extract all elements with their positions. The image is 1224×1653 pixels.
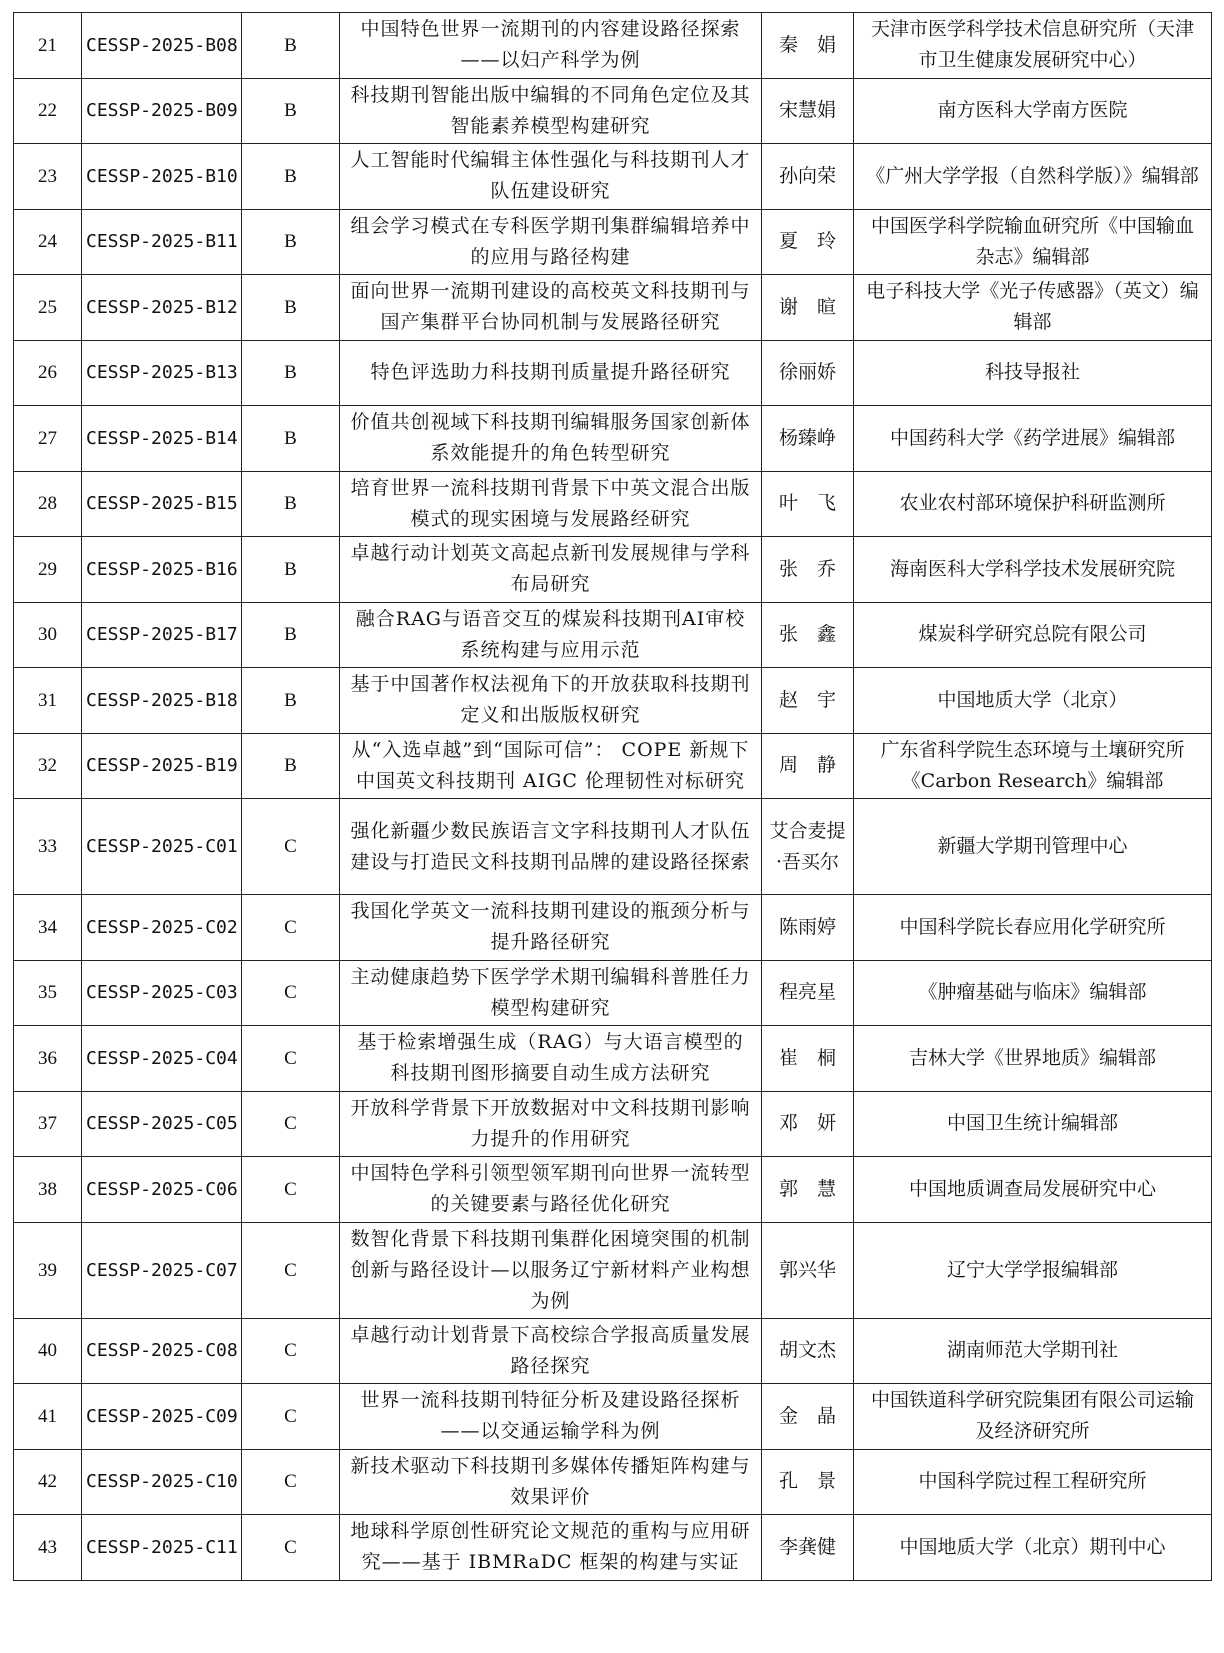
grade-cell: C bbox=[242, 799, 340, 895]
grade-cell: C bbox=[242, 1026, 340, 1092]
affiliation-cell: 煤炭科学研究总院有限公司 bbox=[854, 602, 1212, 668]
project-title-cell: 卓越行动计划背景下高校综合学报高质量发展路径探究 bbox=[340, 1318, 762, 1384]
grade-cell: C bbox=[242, 960, 340, 1026]
table-row bbox=[14, 1515, 1212, 1581]
grade-cell: C bbox=[242, 1384, 340, 1450]
table-row bbox=[14, 733, 1212, 799]
table-row bbox=[14, 1222, 1212, 1318]
project-code-cell: CESSP-2025-B09 bbox=[82, 78, 242, 144]
person-in-charge-cell: 郭兴华 bbox=[762, 1222, 854, 1318]
project-code-cell: CESSP-2025-B15 bbox=[82, 471, 242, 537]
table-row bbox=[14, 13, 1212, 79]
project-code-cell: CESSP-2025-C11 bbox=[82, 1515, 242, 1581]
table-row bbox=[14, 471, 1212, 537]
person-in-charge-cell: 张 乔 bbox=[762, 537, 854, 603]
person-in-charge-cell: 杨臻峥 bbox=[762, 406, 854, 472]
project-code-cell: CESSP-2025-C08 bbox=[82, 1318, 242, 1384]
grade-cell: C bbox=[242, 1318, 340, 1384]
grade-cell: B bbox=[242, 668, 340, 734]
row-number-cell: 31 bbox=[14, 668, 82, 734]
project-code-cell: CESSP-2025-B11 bbox=[82, 209, 242, 275]
project-code-cell: CESSP-2025-B17 bbox=[82, 602, 242, 668]
table-row bbox=[14, 144, 1212, 210]
affiliation-cell: 中国铁道科学研究院集团有限公司运输及经济研究所 bbox=[854, 1384, 1212, 1450]
grade-cell: B bbox=[242, 537, 340, 603]
person-in-charge-cell: 谢 暄 bbox=[762, 275, 854, 341]
project-title-cell: 中国特色学科引领型领军期刊向世界一流转型的关键要素与路径优化研究 bbox=[340, 1157, 762, 1223]
table-row bbox=[14, 1026, 1212, 1092]
row-number-cell: 36 bbox=[14, 1026, 82, 1092]
row-number-cell: 39 bbox=[14, 1222, 82, 1318]
person-in-charge-cell: 程亮星 bbox=[762, 960, 854, 1026]
row-number-cell: 23 bbox=[14, 144, 82, 210]
affiliation-cell: 天津市医学科学技术信息研究所（天津市卫生健康发展研究中心） bbox=[854, 13, 1212, 79]
project-code-cell: CESSP-2025-C04 bbox=[82, 1026, 242, 1092]
affiliation-cell: 中国科学院长春应用化学研究所 bbox=[854, 895, 1212, 961]
affiliation-cell: 电子科技大学《光子传感器》（英文）编辑部 bbox=[854, 275, 1212, 341]
affiliation-cell: 《广州大学学报（自然科学版）》编辑部 bbox=[854, 144, 1212, 210]
person-in-charge-cell: 郭 慧 bbox=[762, 1157, 854, 1223]
project-code-cell: CESSP-2025-C05 bbox=[82, 1091, 242, 1157]
row-number-cell: 40 bbox=[14, 1318, 82, 1384]
project-title-cell: 融合RAG与语音交互的煤炭科技期刊AI审校系统构建与应用示范 bbox=[340, 602, 762, 668]
person-in-charge-cell: 金 晶 bbox=[762, 1384, 854, 1450]
project-code-cell: CESSP-2025-B10 bbox=[82, 144, 242, 210]
project-title-cell: 地球科学原创性研究论文规范的重构与应用研究——基于 IBMRaDC 框架的构建与实证 bbox=[340, 1515, 762, 1581]
table-row bbox=[14, 78, 1212, 144]
row-number-cell: 30 bbox=[14, 602, 82, 668]
project-code-cell: CESSP-2025-B08 bbox=[82, 13, 242, 79]
person-in-charge-cell: 夏 玲 bbox=[762, 209, 854, 275]
table-row bbox=[14, 1449, 1212, 1515]
affiliation-cell: 湖南师范大学期刊社 bbox=[854, 1318, 1212, 1384]
grade-cell: B bbox=[242, 78, 340, 144]
project-title-cell: 我国化学英文一流科技期刊建设的瓶颈分析与提升路径研究 bbox=[340, 895, 762, 961]
project-title-cell: 特色评选助力科技期刊质量提升路径研究 bbox=[340, 340, 762, 406]
grade-cell: B bbox=[242, 733, 340, 799]
affiliation-cell: 科技导报社 bbox=[854, 340, 1212, 406]
project-code-cell: CESSP-2025-C03 bbox=[82, 960, 242, 1026]
project-title-cell: 主动健康趋势下医学学术期刊编辑科普胜任力模型构建研究 bbox=[340, 960, 762, 1026]
affiliation-cell: 中国地质调查局发展研究中心 bbox=[854, 1157, 1212, 1223]
project-code-cell: CESSP-2025-C07 bbox=[82, 1222, 242, 1318]
project-title-cell: 面向世界一流期刊建设的高校英文科技期刊与国产集群平台协同机制与发展路径研究 bbox=[340, 275, 762, 341]
affiliation-cell: 《肿瘤基础与临床》编辑部 bbox=[854, 960, 1212, 1026]
project-code-cell: CESSP-2025-C06 bbox=[82, 1157, 242, 1223]
project-code-cell: CESSP-2025-C10 bbox=[82, 1449, 242, 1515]
project-title-cell: 数智化背景下科技期刊集群化困境突围的机制创新与路径设计—以服务辽宁新材料产业构想为例 bbox=[340, 1222, 762, 1318]
table-row bbox=[14, 668, 1212, 734]
row-number-cell: 43 bbox=[14, 1515, 82, 1581]
person-in-charge-cell: 孔 景 bbox=[762, 1449, 854, 1515]
row-number-cell: 29 bbox=[14, 537, 82, 603]
project-title-cell: 开放科学背景下开放数据对中文科技期刊影响力提升的作用研究 bbox=[340, 1091, 762, 1157]
affiliation-cell: 农业农村部环境保护科研监测所 bbox=[854, 471, 1212, 537]
grade-cell: B bbox=[242, 144, 340, 210]
person-in-charge-cell: 艾合麦提·吾买尔 bbox=[762, 799, 854, 895]
row-number-cell: 26 bbox=[14, 340, 82, 406]
project-table-body bbox=[14, 13, 1212, 1581]
grade-cell: B bbox=[242, 406, 340, 472]
affiliation-cell: 中国医学科学院输血研究所《中国输血杂志》编辑部 bbox=[854, 209, 1212, 275]
row-number-cell: 27 bbox=[14, 406, 82, 472]
grade-cell: B bbox=[242, 340, 340, 406]
project-code-cell: CESSP-2025-B18 bbox=[82, 668, 242, 734]
row-number-cell: 33 bbox=[14, 799, 82, 895]
table-row bbox=[14, 275, 1212, 341]
table-row bbox=[14, 340, 1212, 406]
table-row bbox=[14, 1091, 1212, 1157]
grade-cell: B bbox=[242, 471, 340, 537]
person-in-charge-cell: 宋慧娟 bbox=[762, 78, 854, 144]
grade-cell: C bbox=[242, 1222, 340, 1318]
person-in-charge-cell: 胡文杰 bbox=[762, 1318, 854, 1384]
affiliation-cell: 海南医科大学科学技术发展研究院 bbox=[854, 537, 1212, 603]
project-title-cell: 中国特色世界一流期刊的内容建设路径探索——以妇产科学为例 bbox=[340, 13, 762, 79]
row-number-cell: 32 bbox=[14, 733, 82, 799]
row-number-cell: 34 bbox=[14, 895, 82, 961]
person-in-charge-cell: 周 静 bbox=[762, 733, 854, 799]
affiliation-cell: 广东省科学院生态环境与土壤研究所《Carbon Research》编辑部 bbox=[854, 733, 1212, 799]
project-title-cell: 新技术驱动下科技期刊多媒体传播矩阵构建与效果评价 bbox=[340, 1449, 762, 1515]
affiliation-cell: 中国药科大学《药学进展》编辑部 bbox=[854, 406, 1212, 472]
affiliation-cell: 新疆大学期刊管理中心 bbox=[854, 799, 1212, 895]
row-number-cell: 24 bbox=[14, 209, 82, 275]
person-in-charge-cell: 秦 娟 bbox=[762, 13, 854, 79]
row-number-cell: 37 bbox=[14, 1091, 82, 1157]
grade-cell: C bbox=[242, 1091, 340, 1157]
person-in-charge-cell: 叶 飞 bbox=[762, 471, 854, 537]
table-row bbox=[14, 895, 1212, 961]
affiliation-cell: 辽宁大学学报编辑部 bbox=[854, 1222, 1212, 1318]
row-number-cell: 28 bbox=[14, 471, 82, 537]
project-title-cell: 价值共创视域下科技期刊编辑服务国家创新体系效能提升的角色转型研究 bbox=[340, 406, 762, 472]
project-title-cell: 基于检索增强生成（RAG）与大语言模型的科技期刊图形摘要自动生成方法研究 bbox=[340, 1026, 762, 1092]
project-title-cell: 培育世界一流科技期刊背景下中英文混合出版模式的现实困境与发展路经研究 bbox=[340, 471, 762, 537]
table-row bbox=[14, 1318, 1212, 1384]
project-title-cell: 组会学习模式在专科医学期刊集群编辑培养中的应用与路径构建 bbox=[340, 209, 762, 275]
grade-cell: B bbox=[242, 209, 340, 275]
project-code-cell: CESSP-2025-C02 bbox=[82, 895, 242, 961]
affiliation-cell: 吉林大学《世界地质》编辑部 bbox=[854, 1026, 1212, 1092]
person-in-charge-cell: 李龚健 bbox=[762, 1515, 854, 1581]
person-in-charge-cell: 邓 妍 bbox=[762, 1091, 854, 1157]
person-in-charge-cell: 陈雨婷 bbox=[762, 895, 854, 961]
project-title-cell: 科技期刊智能出版中编辑的不同角色定位及其智能素养模型构建研究 bbox=[340, 78, 762, 144]
person-in-charge-cell: 赵 宇 bbox=[762, 668, 854, 734]
person-in-charge-cell: 崔 桐 bbox=[762, 1026, 854, 1092]
table-row bbox=[14, 1384, 1212, 1450]
grade-cell: B bbox=[242, 13, 340, 79]
project-code-cell: CESSP-2025-C01 bbox=[82, 799, 242, 895]
row-number-cell: 21 bbox=[14, 13, 82, 79]
table-row bbox=[14, 406, 1212, 472]
project-code-cell: CESSP-2025-B13 bbox=[82, 340, 242, 406]
row-number-cell: 22 bbox=[14, 78, 82, 144]
affiliation-cell: 中国卫生统计编辑部 bbox=[854, 1091, 1212, 1157]
person-in-charge-cell: 孙向荣 bbox=[762, 144, 854, 210]
grade-cell: C bbox=[242, 895, 340, 961]
table-row bbox=[14, 537, 1212, 603]
table-row bbox=[14, 960, 1212, 1026]
grade-cell: B bbox=[242, 275, 340, 341]
project-code-cell: CESSP-2025-B16 bbox=[82, 537, 242, 603]
grade-cell: C bbox=[242, 1449, 340, 1515]
table-row bbox=[14, 799, 1212, 895]
project-title-cell: 人工智能时代编辑主体性强化与科技期刊人才队伍建设研究 bbox=[340, 144, 762, 210]
project-title-cell: 从“入选卓越”到“国际可信”： COPE 新规下中国英文科技期刊 AIGC 伦理韧性对标研究 bbox=[340, 733, 762, 799]
person-in-charge-cell: 张 鑫 bbox=[762, 602, 854, 668]
project-code-cell: CESSP-2025-B12 bbox=[82, 275, 242, 341]
row-number-cell: 42 bbox=[14, 1449, 82, 1515]
row-number-cell: 25 bbox=[14, 275, 82, 341]
project-title-cell: 卓越行动计划英文高起点新刊发展规律与学科布局研究 bbox=[340, 537, 762, 603]
row-number-cell: 38 bbox=[14, 1157, 82, 1223]
project-code-cell: CESSP-2025-B14 bbox=[82, 406, 242, 472]
project-title-cell: 基于中国著作权法视角下的开放获取科技期刊定义和出版版权研究 bbox=[340, 668, 762, 734]
grade-cell: C bbox=[242, 1157, 340, 1223]
affiliation-cell: 南方医科大学南方医院 bbox=[854, 78, 1212, 144]
grade-cell: C bbox=[242, 1515, 340, 1581]
project-title-cell: 强化新疆少数民族语言文字科技期刊人才队伍建设与打造民文科技期刊品牌的建设路径探索 bbox=[340, 799, 762, 895]
affiliation-cell: 中国地质大学（北京） bbox=[854, 668, 1212, 734]
project-code-cell: CESSP-2025-B19 bbox=[82, 733, 242, 799]
table-row bbox=[14, 602, 1212, 668]
grade-cell: B bbox=[242, 602, 340, 668]
affiliation-cell: 中国科学院过程工程研究所 bbox=[854, 1449, 1212, 1515]
row-number-cell: 41 bbox=[14, 1384, 82, 1450]
project-table bbox=[13, 12, 1212, 1581]
table-row bbox=[14, 209, 1212, 275]
affiliation-cell: 中国地质大学（北京）期刊中心 bbox=[854, 1515, 1212, 1581]
table-row bbox=[14, 1157, 1212, 1223]
project-title-cell: 世界一流科技期刊特征分析及建设路径探析——以交通运输学科为例 bbox=[340, 1384, 762, 1450]
person-in-charge-cell: 徐丽娇 bbox=[762, 340, 854, 406]
row-number-cell: 35 bbox=[14, 960, 82, 1026]
project-code-cell: CESSP-2025-C09 bbox=[82, 1384, 242, 1450]
